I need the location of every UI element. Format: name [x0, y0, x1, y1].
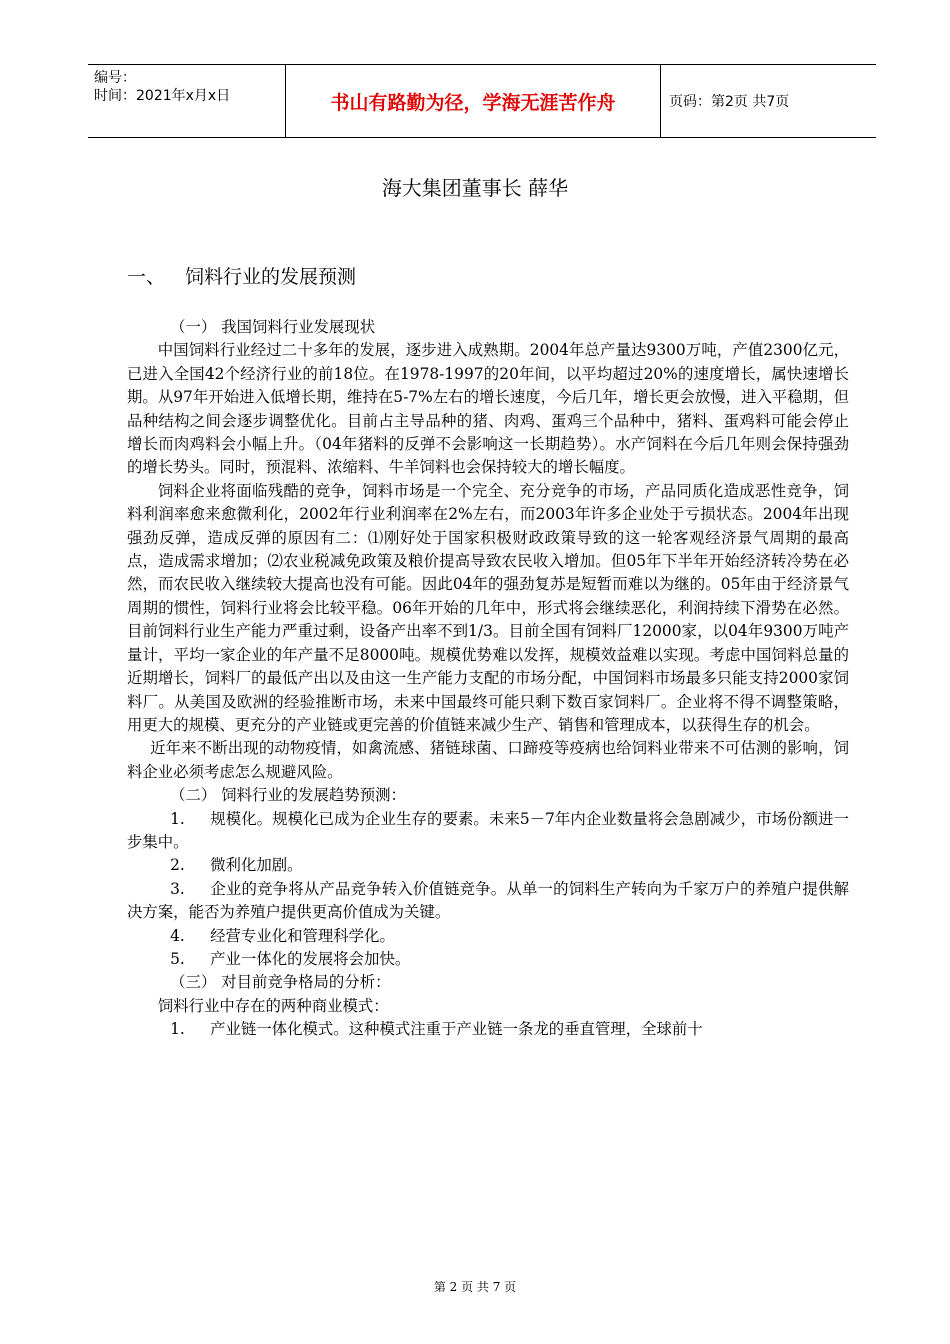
time-label: 时间：2021年x月x日 — [94, 88, 231, 104]
subheading-3: （三） 对目前竞争格局的分析： — [170, 973, 391, 992]
list-item: 4. 经营专业化和管理科学化。 — [170, 926, 395, 945]
list-item: 2. 微利化加剧。 — [170, 856, 303, 875]
paragraph-1: 中国饲料行业经过二十多年的发展，逐步进入成熟期。2004年总产量达9300万吨，产值2300亿元，已进入全国42个经济行业的前18位。在1978-1997的20年间，以平均超过20%的速度增长，属快速增长期。从97年开始进入低增长期，维持在5-7%左右的增长速度，今后几年，增长更会放慢，进入平稳期，但品种结构之间会逐步调整优化。目前占主导品种的猪、肉鸡、蛋鸡三个品种中，猪料、蛋鸡料可能会停止增长而肉鸡料会小幅上升。（04年猪料的反弹不会影响这一长期趋势）。水产饲料在今后几年则会保持强劲的增长势头。同时，预混料、浓缩料、牛羊饲料也会保持较大的增长幅度。 — [127, 341, 849, 477]
list-item: 1. 产业链一体化模式。这种模式注重于产业链一条龙的垂直管理，全球前十 — [170, 1020, 703, 1039]
header-left-cell — [88, 65, 286, 137]
page-header — [88, 64, 876, 138]
section-title: 饲料行业的发展预测 — [185, 266, 357, 288]
document-title: 海大集团董事长 薛华 — [381, 176, 569, 200]
page-footer: 第 2 页 共 7 页 — [433, 1280, 517, 1294]
paragraph-3: 近年来不断出现的动物疫情，如禽流感、猪链球菌、口蹄疫等疫病也给饲料业带来不可估测的影响，饲料企业必须考虑怎么规避风险。 — [127, 739, 849, 781]
subheading-2: （二） 饲料行业的发展趋势预测： — [170, 786, 406, 805]
section-number: 一、 — [127, 266, 166, 288]
motto: 书山有路勤为径，学海无涯苦作舟 — [286, 65, 661, 137]
paragraph-2: 饲料企业将面临残酷的竞争，饲料市场是一个完全、充分竞争的市场，产品同质化造成恶性竞争，饲料利润率愈来愈微利化，2002年行业利润率在2%左右，而2003年许多企业处于亏损状态。2004年出现强劲反弹，造成反弹的原因有二：⑴刚好处于国家积极财政政策导致的这一轮客观经济景气周期的最高点，造成需求增加；⑵农业税减免政策及粮价提高导致农民收入增加。但05年下半年开始经济转冷势在必然，而农民收入继续较大提高也没有可能。因此04年的强劲复苏是短暂而难以为继的。05年由于经济景气周期的惯性，饲料行业将会比较平稳。06年开始的几年中，形式将会继续恶化，利润持续下滑势在必然。目前饲料行业生产能力严重过剩，设备产出率不到1/3。目前全国有饲料厂12000家，以04年9300万吨产量计，平均一家企业的年产量不足8000吨。规模优势难以发挥，规模效益难以实现。考虑中国饲料总量的近期增长，饲料厂的最低产出以及由这一生产能力支配的市场分配，中国饲料市场最多只能支持2000家饲料厂。从美国及欧洲的经验推断市场，未来中国最终可能只剩下数百家饲料厂。企业将不得不调整策略，用更大的规模、更充分的产业链或更完善的价值链来减少生产、销售和管理成本，以获得生存的机会。 — [127, 481, 849, 734]
page-label: 页码：第2页 共7页 — [669, 94, 790, 110]
list-item: 5. 产业一体化的发展将会加快。 — [170, 949, 411, 968]
paragraph-4: 饲料行业中存在的两种商业模式： — [157, 996, 389, 1015]
section-heading — [127, 262, 356, 289]
list-item: 3. 企业的竞争将从产品竞争转入价值链竞争。从单一的饲料生产转向为千家万户的养殖户提供解决方案，能否为养殖户提供更高价值成为关键。 — [127, 879, 849, 922]
document-body — [127, 316, 849, 1042]
subheading-1: （一） 我国饲料行业发展现状 — [170, 318, 376, 336]
number-label: 编号： — [94, 70, 136, 86]
list-item: 1. 规模化。规模化已成为企业生存的要素。未来5－7年内企业数量将会急剧减少，市场份额进一步集中。 — [127, 809, 849, 851]
